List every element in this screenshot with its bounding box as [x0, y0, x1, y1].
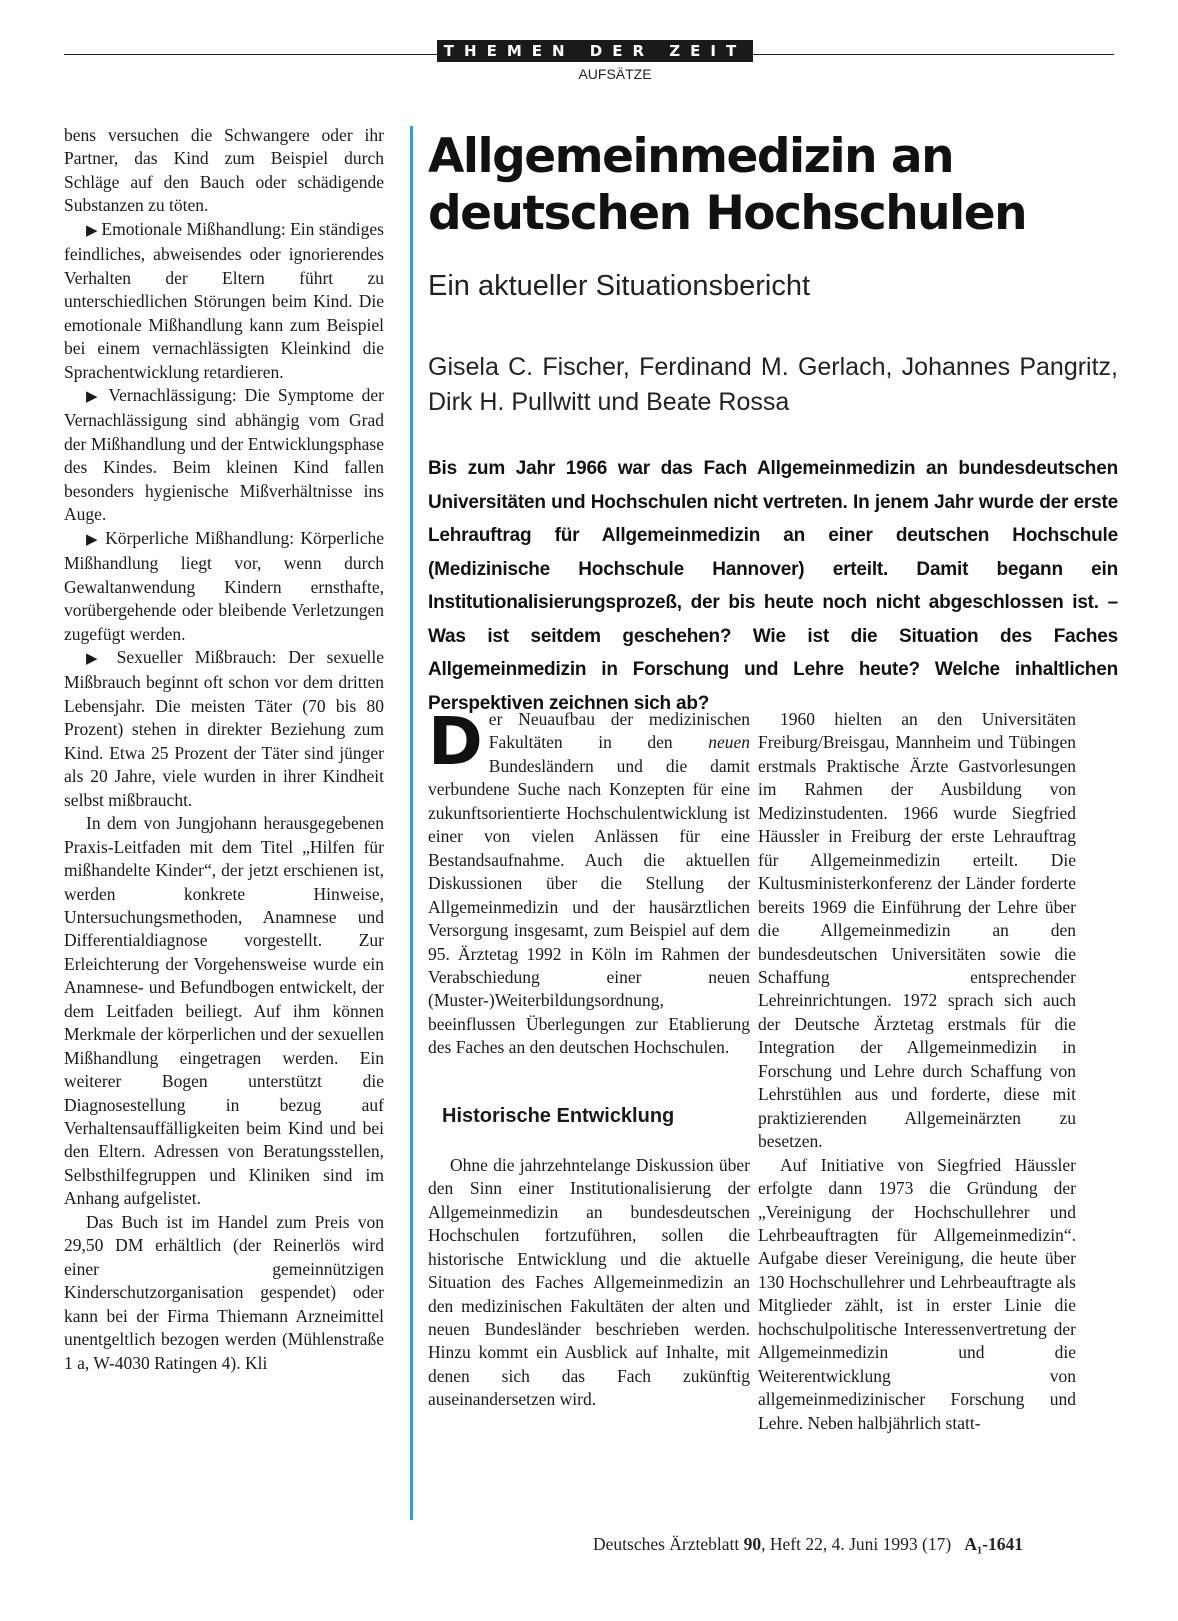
left-paragraph [64, 527, 384, 646]
section-label: AUFSÄTZE [578, 66, 652, 82]
left-paragraph-text: In dem von Jungjohann herausgegebenen Praxis-Leitfaden mit dem Titel „Hilfen für mißhandelte Kinder“, der jetzt erschienen ist, werden konkrete Hinweise, Untersuchungsmethoden, Anamnese und Differentialdiagnose vorgestellt. Zur Erleichterung der Vorgehensweise wurde ein Anamnese- und Befundbogen entwickelt, der dem Leitfaden beiliegt. Auf ihm können Merkmale der körperlichen und der sexuellen Mißhandlung eingetragen werden. Ein weiterer Bogen unterstützt die Diagnosestellung in bezug auf Verhaltensauffälligkeiten beim Kind und bei den Eltern. Adressen von Beratungsstellen, Selbsthilfegruppen und Kliniken sind im Anhang aufgelistet. [64, 813, 384, 1209]
article-title: Allgemeinmedizin an deutschen Hochschulen [428, 129, 1027, 241]
right-column [758, 708, 1076, 1435]
intro-emphasis: neuen [708, 732, 750, 753]
article-subtitle: Ein aktueller Situationsbericht [428, 270, 811, 302]
left-paragraph-text: Das Buch ist im Handel zum Preis von 29,50 DM erhältlich (der Reinerlös wird einer gemeinnützigen Kinderschutzorganisation gespendet) oder kann bei der Firma Thiemann Arzneimittel unentgeltlich bezogen werden (Mühlenstraße 1 a, W-4030 Ratingen 4). Kli [64, 1211, 384, 1373]
left-paragraph [64, 812, 384, 1211]
intro-text-rest: Bundesländern und die damit verbundene Suche nach Konzepten für eine zukunftsorientierte Hochschulentwicklung ist einer von vielen Anlässen für eine Bestandsaufnahme. Auch die aktuellen Diskussionen über die Stellung der Allgemeinmedizin und der hausärztlichen Versorgung insgesamt, zum Beispiel auf dem 95. Ärztetag 1992 in Köln im Rahmen der Verabschiedung einer neuen (Muster-)Weiterbildungsordnung, beeinflussen Überlegungen zur Etablierung des Faches an den deutschen Hochschulen. [428, 755, 750, 1058]
left-paragraph [64, 646, 384, 812]
journal-name: Deutsches Ärzteblatt [593, 1534, 740, 1554]
bullet-arrow-icon: ▶ [86, 388, 109, 405]
subheading-history: Historische Entwicklung [442, 1104, 675, 1127]
left-paragraph-text: Körperliche Mißhandlung: Körperliche Mißhandlung liegt vor, wenn durch Gewaltanwendung Kindern ernsthafte, vorübergehende oder bleibende Verletzungen zugefügt werden. [64, 527, 384, 644]
left-paragraph-text: Vernachlässigung: Die Symptome der Vernachlässigung sind abhängig vom Grad der Mißhandlung und der Entwicklungsphase des Kindes. Beim kleinen Kind fallen besonders hygienische Mißverhältnisse ins Auge. [64, 384, 384, 525]
left-paragraph-text: bens versuchen die Schwangere oder ihr Partner, das Kind zum Beispiel durch Schläge auf den Bauch oder schädigende Substanzen zu töten. [64, 125, 384, 216]
article-abstract: Bis zum Jahr 1966 war das Fach Allgemeinmedizin an bundesdeutschen Universitäten und Hochschulen nicht vertreten. In jenem Jahr wurde der erste Lehrauftrag für Allgemeinmedizin an einer deutschen Hochschule (Medizinische Hochschule Hannover) erteilt. Damit begann ein Institutionalisierungsprozeß, der bis heute noch nicht abgeschlossen ist. – Was ist seitdem geschehen? Wie ist die Situation des Faches Allgemeinmedizin in Forschung und Lehre heute? Welche inhaltlichen Perspektiven zeichnen sich ab? [428, 458, 1118, 714]
history-paragraph: Ohne die jahrzehntelange Diskussion über den Sinn einer Institutionalisierung der Allgemeinmedizin an bundesdeutschen Hochschulen fortzuführen, sollen die historische Entwicklung und die aktuelle Situation des Faches Allgemeinmedizin an den medizinischen Fakultäten der alten und neuen Bundesländer beschrieben werden. Hinzu kommt ein Ausblick auf Inhalte, mit denen sich das Fach zukünftig auseinandersetzen wird. [428, 1154, 750, 1410]
article-authors: Gisela C. Fischer, Ferdinand M. Gerlach, Johannes Pangritz, Dirk H. Pullwitt und Beate Rossa [428, 353, 1118, 416]
middle-column [428, 703, 750, 1412]
page-footer [593, 1534, 1023, 1555]
left-paragraph-text: Emotionale Mißhandlung: Ein ständiges feindliches, abweisendes oder ignorierendes Verhalten der Eltern führt zu unterschiedlichen Störungen beim Kind. Die emotionale Mißhandlung kann zum Beispiel bei einem vernachlässigten Kleinkind die Sprachentwicklung retardieren. [64, 218, 384, 382]
intro-paragraph [428, 703, 750, 1060]
left-paragraph [64, 218, 384, 384]
section-kicker: THEMEN DER ZEIT [437, 40, 753, 62]
journal-volume: 90 [743, 1534, 762, 1554]
page-number: A₁-1641 [964, 1534, 1024, 1554]
journal-issue: , Heft 22, 4. Juni 1993 (17) [761, 1534, 952, 1554]
bullet-arrow-icon: ▶ [86, 222, 102, 239]
blue-divider [410, 126, 413, 1520]
left-paragraph [64, 124, 384, 218]
left-column [64, 124, 384, 1375]
bullet-arrow-icon: ▶ [86, 650, 117, 667]
intro-text-start: er Neuaufbau der medizinischen Fakultäten in den [488, 709, 750, 753]
bullet-arrow-icon: ▶ [86, 531, 106, 548]
right-paragraph-1: 1960 hielten an den Universitäten Freiburg/Breisgau, Mannheim und Tübingen erstmals Praktische Ärzte Gastvorlesungen im Rahmen der Ausbildung von Medizinstudenten. 1966 wurde Siegfried Häussler in Freiburg der erste Lehrauftrag für Allgemeinmedizin erteilt. Die Kultusministerkonferenz der Länder forderte bereits 1969 die Einführung der Lehre über die Allgemeinmedizin an den bundesdeutschen Universitäten sowie die Schaffung entsprechender Lehreinrichtungen. 1972 sprach sich auch der Deutsche Ärztetag erstmals für die Integration der Allgemeinmedizin in Forschung und Lehre durch Schaffung von Lehrstühlen aus und forderte, diese mit praktizierenden Allgemeinärzten zu besetzen. [758, 709, 1076, 1152]
left-paragraph [64, 384, 384, 527]
left-paragraph-text: Sexueller Mißbrauch: Der sexuelle Mißbrauch beginnt oft schon vor dem dritten Lebensjahr. Die meisten Täter (70 bis 80 Prozent) stehen in direkter Beziehung zum Kind. Etwa 25 Prozent der Täter sind jünger als 20 Jahre, viele wurden in ihrer Kindheit selbst mißbraucht. [64, 646, 384, 810]
drop-cap: D [428, 703, 483, 780]
right-paragraph-2: Auf Initiative von Siegfried Häussler erfolgte dann 1973 die Gründung der „Vereinigung der Hochschullehrer und Lehrbeauftragten für Allgemeinmedizin“. Aufgabe dieser Vereinigung, die heute über 130 Hochschullehrer und Lehrbeauftragte als Mitglieder zählt, ist in erster Linie die hochschulpolitische Interessenvertretung der Allgemeinmedizin und die Weiterentwicklung von allgemeinmedizinischer Forschung und Lehre. Neben halbjährlich statt- [758, 1154, 1076, 1433]
left-paragraph [64, 1211, 384, 1375]
